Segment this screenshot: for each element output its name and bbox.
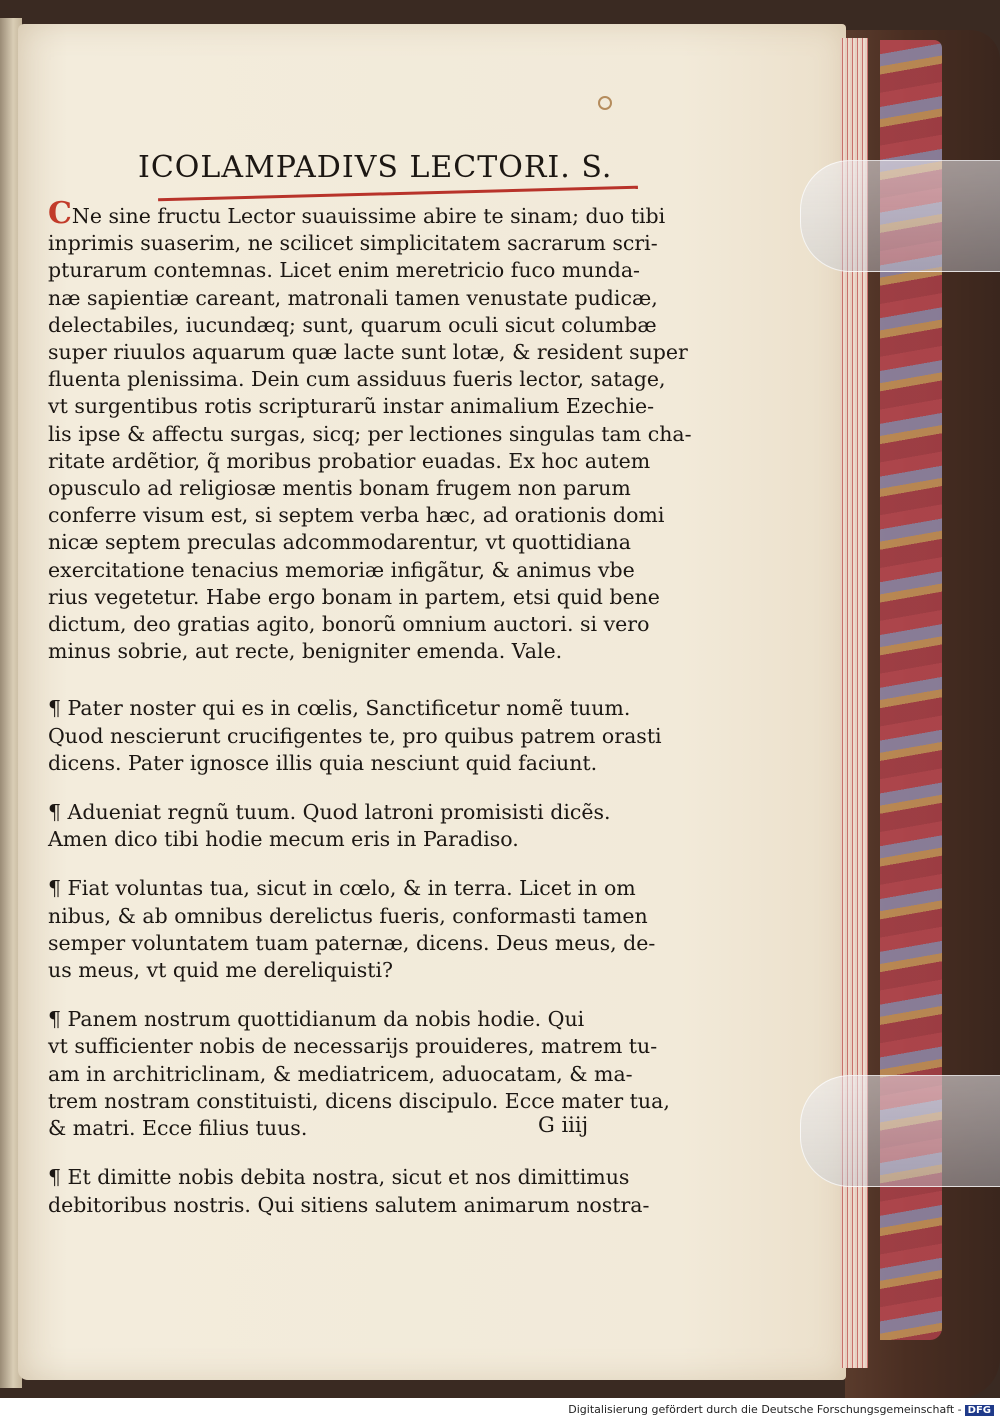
glass-clip-bottom	[800, 1075, 1000, 1187]
petition-1: ¶ Pater noster qui es in cœlis, Sanctificetur nomẽ tuum. Quod nescierunt crucifigentes te, pro quibus patrem orasti dicens. Pater ignosce illis quia nesciunt quid faciunt.	[48, 696, 662, 775]
footer-credit: Digitalisierung gefördert durch die Deutsche Forschungsgemeinschaft - DFG	[568, 1403, 994, 1416]
petition-5: ¶ Et dimitte nobis debita nostra, sicut et nos dimittimus debitoribus nostris. Qui sitiens salutem animarum nostra-	[48, 1165, 650, 1217]
page-heading: ICOLAMPADIVS LECTORI. S.	[138, 150, 613, 185]
petition-2: ¶ Adueniat regnũ tuum. Quod latroni promisisti dicẽs. Amen dico tibi hodie mecum eris in Paradiso.	[48, 800, 611, 852]
signature-mark: G iiij	[538, 1113, 589, 1137]
preface-paragraph: CNe sine fructu Lector suauissime abire te sinam; duo tibi inprimis suaserim, ne scilicet simplicitatem sacrarum scri- pturarum contemnas. Licet enim meretricio fuco munda- næ sapientiæ careant, matronali tamen venustate pudicæ, delectabiles, iucundæq; sunt, quarum oculi sicut columbæ super riuulos aquarum quæ lacte sunt lotæ, & resident super fluenta plenissima. Dein cum assiduus fueris lector, satage, vt surgentibus rotis scripturarũ instar animalium Ezechie- lis ipse & affectu surgas, sicq; per lectiones singulas tam cha- ritate ardẽtior, q̃ moribus probatior euadas. Ex hoc autem opusculo ad religiosæ mentis bonam frugem non parum conferre visum est, si septem verba hæc, ad orationis domi nicæ septem preculas adcommodarentur, vt quottidiana exercitatione tenacius memoriæ infigãtur, & animus vbe rius vegetetur. Habe ergo bonam in partem, etsi quid bene dictum, deo gratias agito, bonorũ omnium auctori. si vero minus sobrie, aut recte, benigniter emenda. Vale.	[48, 196, 692, 664]
ink-mark	[598, 96, 612, 110]
glass-clip-top	[800, 160, 1000, 272]
dfg-logo: DFG	[965, 1405, 994, 1416]
page-text	[48, 150, 818, 1219]
heading-underline	[158, 186, 638, 202]
initial-letter: C	[48, 196, 72, 231]
petition-3: ¶ Fiat voluntas tua, sicut in cœlo, & in terra. Licet in om nibus, & ab omnibus derelictus fueris, conformasti tamen semper voluntatem tuam paternæ, dicens. Deus meus, de- us meus, vt quid me dereliquisti?	[48, 876, 656, 983]
petition-4: ¶ Panem nostrum quottidianum da nobis hodie. Qui vt sufficienter nobis de necessarijs prouideres, matrem tu- am in architriclinam, & mediatricem, aduocatam, & ma- trem nostram constituisti, dicens discipulo. Ecce mater tua, & matri. Ecce filius tuus.	[48, 1007, 670, 1141]
